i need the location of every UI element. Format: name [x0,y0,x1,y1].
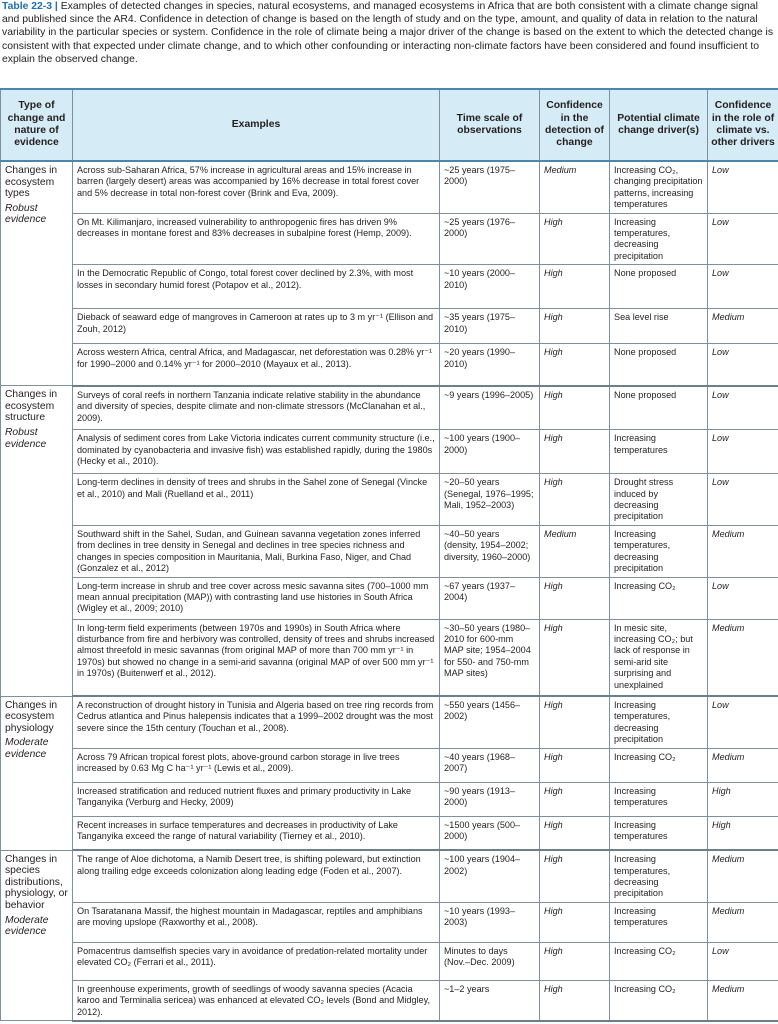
confidence-detection-cell: High [540,980,610,1021]
time-scale-cell: ~30–50 years (1980–2010 for 600-mm MAP site; 1954–2004 for 550- and 750-mm MAP sites) [440,619,540,696]
confidence-role-cell: High [708,782,778,816]
confidence-role-cell: Medium [708,309,778,344]
example-cell: Across western Africa, central Africa, and Madagascar, net deforestation was 0.28% yr⁻¹ for 1990–2000 and 0.14% yr⁻¹ for 2000–2010 (Mayaux et al., 2013). [73,344,440,386]
confidence-detection-cell: Medium [540,161,610,213]
example-cell: Recent increases in surface temperatures and decreases in productivity of Lake Tanganyika exceed the range of natural variability (Tierney et al., 2010). [73,816,440,850]
time-scale-cell: ~10 years (1993–2003) [440,902,540,942]
time-scale-cell: ~10 years (2000–2010) [440,265,540,309]
table-row [1,430,778,474]
table-row [1,748,778,782]
confidence-role-cell: Low [708,344,778,386]
confidence-detection-cell: High [540,474,610,526]
climate-driver-cell: None proposed [610,265,708,309]
time-scale-cell: ~20 years (1990–2010) [440,344,540,386]
time-scale-cell: ~20–50 years (Senegal, 1976–1995; Mali, 1952–2003) [440,474,540,526]
time-scale-cell: ~9 years (1996–2005) [440,386,540,430]
climate-driver-cell: Increasing temperatures, decreasing precipitation [610,850,708,902]
confidence-role-cell: Medium [708,902,778,942]
example-cell: In the Democratic Republic of Congo, total forest cover declined by 2.3%, with most losses in secondary humid forest (Potapov et al., 2012). [73,265,440,309]
example-cell: In greenhouse experiments, growth of seedlings of woody savanna species (Acacia karoo and Terminalia sericea) was enhanced at elevated CO₂ levels (Bond and Midgley, 2012). [73,980,440,1021]
confidence-detection-cell: High [540,344,610,386]
confidence-role-cell: Low [708,265,778,309]
confidence-role-cell: Low [708,430,778,474]
table-row [1,696,778,748]
time-scale-cell: ~40–50 years (density, 1954–2002; diversity, 1960–2000) [440,525,540,577]
table-row [1,474,778,526]
confidence-role-cell: Medium [708,980,778,1021]
category-name: Changes in ecosystem types [5,165,58,200]
table-body [1,161,778,1021]
confidence-detection-cell: Medium [540,525,610,577]
category-name: Changes in ecosystem structure [5,389,58,424]
category-cell [1,850,73,1021]
confidence-detection-cell: High [540,213,610,265]
confidence-role-cell: Low [708,213,778,265]
example-cell: The range of Aloe dichotoma, a Namib Desert tree, is shifting poleward, but extinction along trailing edge exceeds colonization along leading edge (Foden et al., 2007). [73,850,440,902]
time-scale-cell: ~67 years (1937–2004) [440,577,540,619]
category-name: Changes in ecosystem physiology [5,699,58,734]
confidence-role-cell: Medium [708,525,778,577]
example-cell: Long-term declines in density of trees and shrubs in the Sahel zone of Senegal (Vincke et al., 2010) and Mali (Ruelland et al., 2011) [73,474,440,526]
category-cell [1,386,73,696]
time-scale-cell: ~90 years (1913–2000) [440,782,540,816]
time-scale-cell: ~1500 years (500–2000) [440,816,540,850]
climate-driver-cell: None proposed [610,344,708,386]
confidence-detection-cell: High [540,309,610,344]
table-row [1,980,778,1021]
confidence-detection-cell: High [540,782,610,816]
example-cell: In long-term field experiments (between 1970s and 1990s) in South Africa where disturbance from fire and herbivory was controlled, density of trees and shrubs increased almost threefold in mesic savannas (from original MAP of more than 700 mm yr⁻¹ in 1970s) but showed no change in a semi-arid savanna (original MAP of over 500 mm yr⁻¹ in 1970s) (Buitenwerf et al., 2012). [73,619,440,696]
category-name: Changes in species distributions, physiology, or behavior [5,853,68,911]
evidence-level: Moderate evidence [5,737,49,760]
table-label: Table 22-3 | [2,1,58,12]
confidence-role-cell: Low [708,942,778,980]
category-cell [1,161,73,386]
header-examples: Examples [73,89,440,161]
time-scale-cell: ~100 years (1904–2002) [440,850,540,902]
confidence-role-cell: Low [708,577,778,619]
climate-driver-cell: Increasing temperatures, decreasing precipitation [610,213,708,265]
table-row [1,902,778,942]
climate-driver-cell: Increasing CO₂ [610,942,708,980]
time-scale-cell: ~40 years (1968–2007) [440,748,540,782]
table-row [1,265,778,309]
example-cell: On Tsaratanana Massif, the highest mountain in Madagascar, reptiles and amphibians are moving upslope (Raxworthy et al., 2008). [73,902,440,942]
time-scale-cell: ~1–2 years [440,980,540,1021]
climate-driver-cell: Drought stress induced by decreasing precipitation [610,474,708,526]
header-type: Type of change and nature of evidence [1,89,73,161]
confidence-role-cell: Low [708,696,778,748]
example-cell: Dieback of seaward edge of mangroves in Cameroon at rates up to 3 m yr⁻¹ (Ellison and Zouh, 2012) [73,309,440,344]
example-cell: Increased stratification and reduced nutrient fluxes and primary productivity in Lake Tanganyika (Verburg and Hecky, 2009) [73,782,440,816]
category-cell [1,696,73,850]
climate-driver-cell: Increasing CO₂ [610,748,708,782]
example-cell: Analysis of sediment cores from Lake Victoria indicates current community structure (i.e., dominated by cyanobacteria and invasive fish) was established rapidly, during the 1980s (Hecky et al., 2010). [73,430,440,474]
table-row [1,161,778,213]
time-scale-cell: ~100 years (1900–2000) [440,430,540,474]
example-cell: A reconstruction of drought history in Tunisia and Algeria based on tree ring records from Cedrus atlantica and Pinus halepensis indicates that a 1999–2002 drought was the most severe since the 15th century (Touchan et al., 2008). [73,696,440,748]
confidence-detection-cell: High [540,816,610,850]
time-scale-cell: ~550 years (1456–2002) [440,696,540,748]
climate-driver-cell: None proposed [610,386,708,430]
time-scale-cell: ~25 years (1976–2000) [440,213,540,265]
climate-driver-cell: Increasing temperatures [610,782,708,816]
table-row [1,386,778,430]
table-caption [2,0,774,66]
time-scale-cell: Minutes to days (Nov.–Dec. 2009) [440,942,540,980]
header-confidence-detection: Confidence in the detection of change [540,89,610,161]
climate-driver-cell: Increasing temperatures, decreasing precipitation [610,525,708,577]
confidence-detection-cell: High [540,748,610,782]
climate-driver-cell: In mesic site, increasing CO₂; but lack of response in semi-arid site surprising and unexplained [610,619,708,696]
confidence-role-cell: Low [708,161,778,213]
climate-driver-cell: Increasing CO₂, changing precipitation patterns, increasing temperatures [610,161,708,213]
climate-driver-cell: Increasing temperatures [610,902,708,942]
example-cell: Long-term increase in shrub and tree cover across mesic savanna sites (700–1000 mm mean annual precipitation (MAP)) with contrasting land use histories in South Africa (Wigley et al., 2009; 2010) [73,577,440,619]
example-cell: On Mt. Kilimanjaro, increased vulnerability to anthropogenic fires has driven 9% decreases in montane forest and 83% decreases in subalpine forest (Hemp, 2009). [73,213,440,265]
confidence-role-cell: Medium [708,619,778,696]
confidence-role-cell: Low [708,386,778,430]
climate-driver-cell: Sea level rise [610,309,708,344]
climate-driver-cell: Increasing CO₂ [610,577,708,619]
example-cell: Across sub-Saharan Africa, 57% increase in agricultural areas and 15% increase in barren (largely desert) areas was accompanied by 16% decrease in total forest cover and 5% decrease in total non-forest cover (Brink and Eva, 2009). [73,161,440,213]
example-cell: Southward shift in the Sahel, Sudan, and Guinean savanna vegetation zones inferred from declines in tree density in Senegal and declines in tree species richness and changes in species composition in Mauritania, Mali, Burkina Faso, Niger, and Chad (Gonzalez et al., 2012) [73,525,440,577]
header-time-scale: Time scale of observations [440,89,540,161]
evidence-level: Robust evidence [5,427,47,450]
confidence-detection-cell: High [540,696,610,748]
table-row [1,816,778,850]
header-confidence-role: Confidence in the role of climate vs. other drivers [708,89,778,161]
table-row [1,309,778,344]
confidence-role-cell: Low [708,474,778,526]
example-cell: Surveys of coral reefs in northern Tanzania indicate relative stability in the abundance and diversity of species, despite climate and non-climate stressors (McClanahan et al., 2009). [73,386,440,430]
confidence-role-cell: Medium [708,850,778,902]
confidence-detection-cell: High [540,577,610,619]
table-row [1,213,778,265]
table-row [1,782,778,816]
confidence-detection-cell: High [540,942,610,980]
confidence-role-cell: High [708,816,778,850]
time-scale-cell: ~35 years (1975–2010) [440,309,540,344]
caption-text: Examples of detected changes in species, natural ecosystems, and managed ecosystems in Africa that are both consistent with a climate change signal and published since the AR4. Confidence in detection of change is based on the length of study and on the type, amount, and quality of data in relation to the natural variability in the particular species or system. Confidence in the role of climate being a major driver of the change is based on the extent to which the detected change is consistent with that expected under climate change, and to which other confounding or interacting non-climate factors have been considered and found insufficient to explain the observed change. [2,1,774,65]
confidence-detection-cell: High [540,386,610,430]
table-row [1,577,778,619]
confidence-detection-cell: High [540,850,610,902]
table-row [1,942,778,980]
table-row [1,850,778,902]
header-climate-driver: Potential climate change driver(s) [610,89,708,161]
confidence-detection-cell: High [540,902,610,942]
table-row [1,525,778,577]
header-row [1,89,778,161]
evidence-level: Moderate evidence [5,914,49,938]
table-row [1,344,778,386]
confidence-detection-cell: High [540,430,610,474]
climate-driver-cell: Increasing temperatures [610,430,708,474]
confidence-detection-cell: High [540,265,610,309]
confidence-role-cell: Medium [708,748,778,782]
table-row [1,619,778,696]
example-cell: Pomacentrus damselfish species vary in avoidance of predation-related mortality under elevated CO₂ (Ferrari et al., 2011). [73,942,440,980]
time-scale-cell: ~25 years (1975–2000) [440,161,540,213]
climate-driver-cell: Increasing temperatures, decreasing precipitation [610,696,708,748]
example-cell: Across 79 African tropical forest plots, above-ground carbon storage in live trees increased by 0.63 Mg C ha⁻¹ yr⁻¹ (Lewis et al., 2009). [73,748,440,782]
evidence-level: Robust evidence [5,202,47,226]
confidence-detection-cell: High [540,619,610,696]
detected-changes-table [0,88,778,1022]
climate-driver-cell: Increasing temperatures [610,816,708,850]
climate-driver-cell: Increasing CO₂ [610,980,708,1021]
